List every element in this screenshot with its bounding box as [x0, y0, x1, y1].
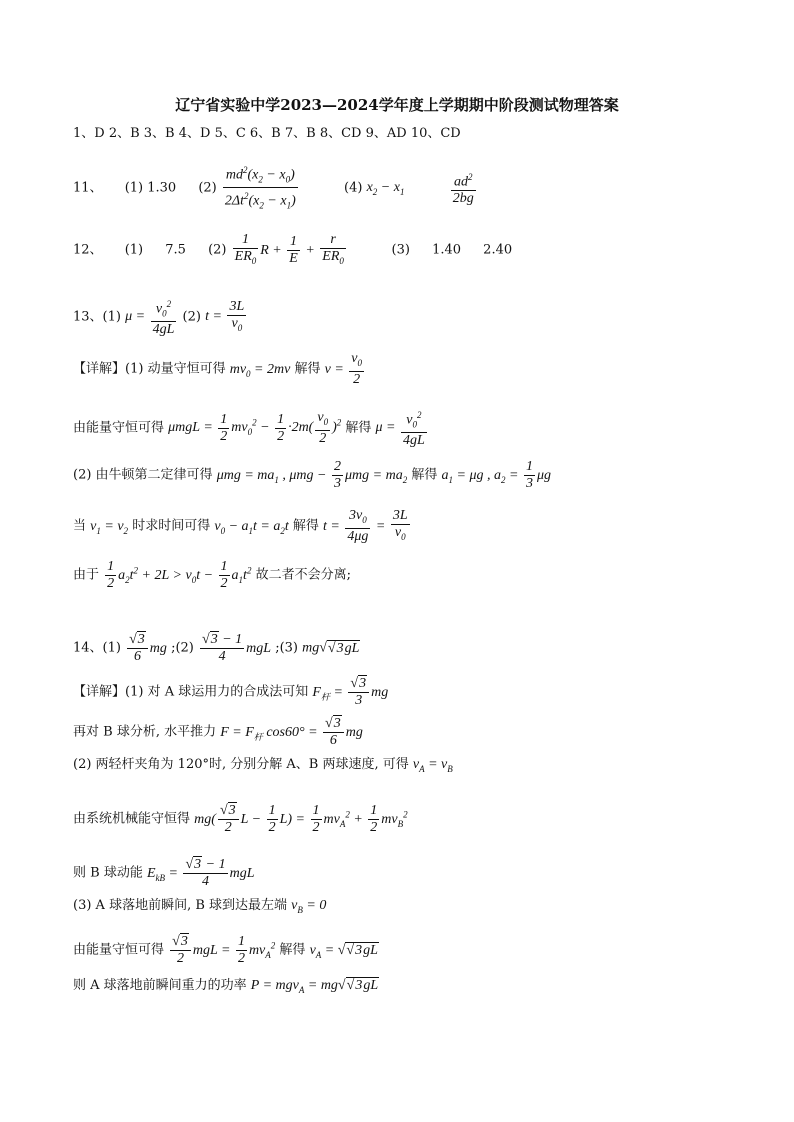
q13-answer-1: μ = $\frac{v_0^2}{4gL}$ — [125, 309, 178, 324]
q11-line — [73, 162, 478, 214]
q11-part4-label: (4) — [344, 180, 363, 196]
q12-part1-value: 7.5 — [165, 242, 186, 258]
q13-detail-2: 由能量守恒可得 μmgL = $\frac{1}{2}$ $mv_0^2$ − $\frac{1}{2}$ ·2m( $\frac{v_0}{2}$ )$^2$ 解得 μ = $\frac{v_0^2}{4gL}$ — [73, 407, 429, 449]
q14-detail-head: 【详解】 — [73, 684, 126, 700]
q13-detail-5: 由于 $\frac{1}{2}$ $a_2t^2 + 2L > v_0t$ − $\frac{1}{2}$ $a_1t^2$ 故二者不会分离; — [73, 559, 351, 591]
q12-part2-label: (2) — [208, 242, 227, 258]
q14-answer-3: mg√√3gL — [302, 640, 360, 656]
q13-detail-head: 【详解】 — [73, 361, 126, 377]
q14-detail-8: 则 A 球落地前瞬间重力的功率 P = mgv$_A$ = mg√√3gL — [73, 978, 379, 995]
q13-detail-4: 当 $v_1 = v_2$ 时求时间可得 $v_0 - a_1t = a_2t$ 解得 t = $\frac{3v_0}{4\mu g}$ = $\frac{3L}{v_0}$ — [73, 508, 408, 544]
mc-answers: 1、D 2、B 3、B 4、D 5、C 6、B 7、B 8、CD 9、AD 10、CD — [73, 126, 461, 141]
q12-part3-value-b: 2.40 — [483, 242, 513, 258]
q13-answer-2: t = $\frac{3L}{v_0}$ — [205, 298, 245, 333]
q12-part1-label: (1) — [124, 242, 144, 258]
q14-detail-3: (2) 两轻杆夹角为 120°时, 分别分解 A、B 两球速度, 可得 $v_A = v_B$ — [73, 757, 453, 774]
q14-label: 14、(1) — [73, 640, 121, 656]
q11-part4-formula: $x_2 - x_1$ — [366, 180, 405, 198]
q13-label: 13、(1) — [73, 309, 121, 325]
q14-detail-6: (3) A 球落地前瞬间, B 球到达最左端 $v_B = 0$ — [73, 898, 327, 915]
q14-detail-4: 由系统机械能守恒得 mg( $\frac{√3}{2}$ L − $\frac{1}{2}$ L) = $\frac{1}{2}$ $mv_A^2$ + $\frac{1}{2}$ $mv_B^2$ — [73, 803, 408, 835]
q11-part1: (1) 1.30 — [124, 180, 177, 196]
q12-part3-value-a: 1.40 — [432, 242, 462, 258]
q14-answer-2: $\frac{√3 - 1}{4}$ mgL — [202, 632, 272, 664]
q11-part2-label: (2) — [198, 180, 217, 196]
q12-part3-label: (3) — [391, 242, 410, 258]
q14-detail-5: 则 B 球动能 $E_{kB}$ = $\frac{√3 - 1}{4}$ mgL — [73, 857, 255, 889]
q13-detail-1: 【详解】(1) 动量守恒可得 $mv_0 = 2mv$ 解得 v = $\frac{v_0}{2}$ — [73, 351, 363, 387]
q13-part2-label: (2) — [182, 309, 201, 325]
q12-line — [73, 232, 512, 269]
q14-line: 14、(1) $\frac{√3}{6}$ mg ;(2) $\frac{√3 - 1}{4}$ mgL ;(3) mg√√3gL — [73, 632, 360, 664]
q14-detail-1: 【详解】(1) 对 A 球运用力的合成法可知 $F_杆$ = $\frac{√3}{3}$ mg — [73, 676, 389, 708]
q13-detail-3: (2) 由牛顿第二定律可得 $\mu mg = ma_1$ , μmg − $\frac{2}{3}$ $\mu mg = ma_2$ 解得 $a_1 = \mu g$ , $a_2$ = $\frac{1}{3}$ μg — [73, 459, 551, 491]
q14-detail-2: 再对 B 球分析, 水平推力 $F = F_杆$ cos60° = $\frac{√3}{6}$ mg — [73, 716, 363, 748]
page-title: 辽宁省实验中学2023—2024学年度上学期期中阶段测试物理答案 — [175, 96, 619, 114]
q11-label: 11、 — [73, 180, 103, 196]
q14-answer-1: $\frac{√3}{6}$ mg — [129, 632, 167, 664]
q13-line — [73, 296, 248, 338]
q12-label: 12、 — [73, 242, 103, 258]
q12-part2-formula: $\frac{1}{ER_0}$ R + $\frac{1}{E}$ + $\frac{r}{ER_0}$ — [234, 232, 344, 266]
q11-part2-formula: $\frac{md^2(x_2 - x_0)}{2\Delta t^2(x_2 - x_1)}$ — [223, 162, 298, 214]
q11-part4-ratio: $\frac{ad^2}{2bg}$ — [451, 169, 476, 208]
q14-detail-7: 由能量守恒可得 $\frac{√3}{2}$ mgL = $\frac{1}{2}$ $mv_A^2$ 解得 $v_A = √√3gL$ — [73, 934, 378, 966]
